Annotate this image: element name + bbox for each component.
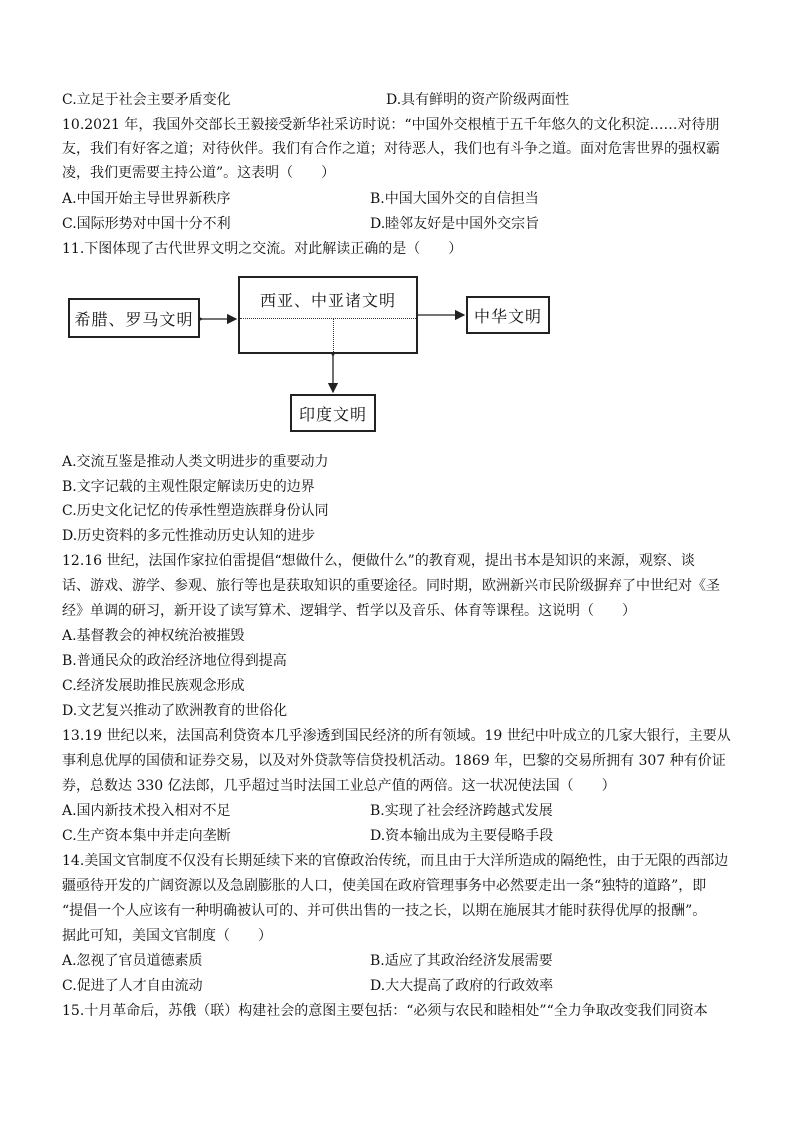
- q10-option-a: A.中国开始主导世界新秩序: [62, 191, 231, 207]
- q13-option-a: A.国内新技术投入相对不足: [62, 803, 231, 819]
- q10-stem-line-1: 10.2021 年，我国外交部长王毅接受新华社采访时说：“中国外交根植于五千年悠久的文化积淀……对待朋: [62, 117, 720, 133]
- civilization-exchange-diagram: [62, 268, 562, 440]
- q13-option-c: C.生产资本集中并走向垄断: [62, 828, 231, 844]
- q11-stem: 11.下图体现了古代世界文明之交流。对此解读正确的是（ ）: [62, 241, 463, 257]
- q11-option-c: C.历史文化记忆的传承性塑造族群身份认同: [62, 503, 329, 519]
- center-dotted-horizontal: [240, 318, 416, 319]
- box-west-central-asia: [238, 276, 418, 354]
- q10-options-row-2: [62, 212, 738, 236]
- q12-option-b: B.普通民众的政治经济地位得到提高: [62, 653, 287, 669]
- q14-options-row-1: [62, 949, 738, 973]
- q13-option-b: B.实现了社会经济跨越式发展: [370, 803, 553, 819]
- q11-option-b: B.文字记载的主观性限定解读历史的边界: [62, 479, 315, 495]
- q12-stem-line-2: 话、游戏、游学、参观、旅行等也是获取知识的重要途径。同时期，欧洲新兴市民阶级摒弃了中世纪对《圣: [62, 578, 720, 594]
- q11-option-a: A.交流互鉴是推动人类文明进步的重要动力: [62, 454, 329, 470]
- q9-option-c: C.立足于社会主要矛盾变化: [62, 92, 231, 108]
- q14-stem-line-3: “提倡一个人应该有一种明确被认可的、并可供出售的一技之长，以期在施展其才能时获得优厚的报酬”。: [62, 903, 707, 919]
- q10-stem-line-2: 友，我们有好客之道；对待伙伴。我们有合作之道；对待恶人，我们也有斗争之道。面对危害世界的强权霸: [62, 141, 720, 157]
- q9-option-d: D.具有鲜明的资产阶级两面性: [386, 92, 570, 108]
- q10-stem-line-3: 凌，我们更需要主持公道”。这表明（ ）: [62, 165, 336, 181]
- q14-option-c: C.促进了人才自由流动: [62, 978, 203, 994]
- q13-stem-line-3: 券，总数达 330 亿法郎，几乎超过当时法国工业总产值的两倍。这一状况使法国（ ）: [62, 778, 616, 794]
- q13-stem-line-1: 13.19 世纪以来，法国高利贷资本几乎渗透到国民经济的所有领域。19 世纪中叶成立的几家大银行，主要从: [62, 728, 731, 744]
- q14-options-row-2: [62, 974, 738, 998]
- box-west-central-asia-label: 西亚、中亚诸文明: [259, 291, 396, 310]
- q10-options-row-1: [62, 187, 738, 211]
- q14-option-d: D.大大提高了政府的行政效率: [370, 978, 554, 994]
- q12-option-c: C.经济发展助推民族观念形成: [62, 678, 245, 694]
- center-dotted-vertical: [333, 318, 334, 352]
- box-greece-rome-label: 希腊、罗马文明: [74, 309, 194, 329]
- box-indian: [290, 394, 376, 432]
- q9-options: [62, 88, 738, 112]
- q10-option-d: D.睦邻友好是中国外交宗旨: [370, 216, 540, 232]
- box-greece-rome: [68, 298, 200, 338]
- q12-stem-line-3: 经》单调的研习，新开设了读写算术、逻辑学、哲学以及音乐、体育等课程。这说明（ ）: [62, 603, 636, 619]
- box-chinese-label: 中华文明: [473, 306, 542, 326]
- q14-stem-line-1: 14.美国文官制度不仅没有长期延续下来的官僚政治传统，而且由于大洋所造成的隔绝性，由于无限的西部边: [62, 853, 729, 869]
- q12-option-a: A.基督教会的神权统治被摧毁: [62, 628, 245, 644]
- q12-stem-line-1: 12.16 世纪，法国作家拉伯雷提倡“想做什么，便做什么”的教育观，提出书本是知识的来源，观察、谈: [62, 553, 695, 569]
- q10-option-b: B.中国大国外交的自信担当: [370, 191, 539, 207]
- q14-stem-line-4: 据此可知，美国文官制度（ ）: [62, 928, 272, 944]
- q13-option-d: D.资本输出成为主要侵略手段: [370, 828, 554, 844]
- q15-stem-line-1: 15.十月革命后，苏俄（联）构建社会的意图主要包括：“必须与农民和睦相处”“全力争取改变我们同资本: [62, 1003, 708, 1019]
- box-chinese: [466, 296, 550, 334]
- q11-option-d: D.历史资料的多元性推动历史认知的进步: [62, 528, 316, 544]
- q13-options-row-1: [62, 799, 738, 823]
- q13-options-row-2: [62, 824, 738, 848]
- q14-stem-line-2: 疆亟待开发的广阔资源以及急剧膨胀的人口，使美国在政府管理事务中必然要走出一条“独特的道路”，即: [62, 878, 707, 894]
- box-indian-label: 印度文明: [298, 404, 367, 424]
- q14-option-b: B.适应了其政治经济发展需要: [370, 953, 553, 969]
- q12-option-d: D.文艺复兴推动了欧洲教育的世俗化: [62, 703, 288, 719]
- q13-stem-line-2: 事利息优厚的国债和证券交易，以及对外贷款等信贷投机活动。1869 年，巴黎的交易所拥有 307 种有价证: [62, 753, 726, 769]
- q14-option-a: A.忽视了官员道德素质: [62, 953, 203, 969]
- q10-option-c: C.国际形势对中国十分不利: [62, 216, 231, 232]
